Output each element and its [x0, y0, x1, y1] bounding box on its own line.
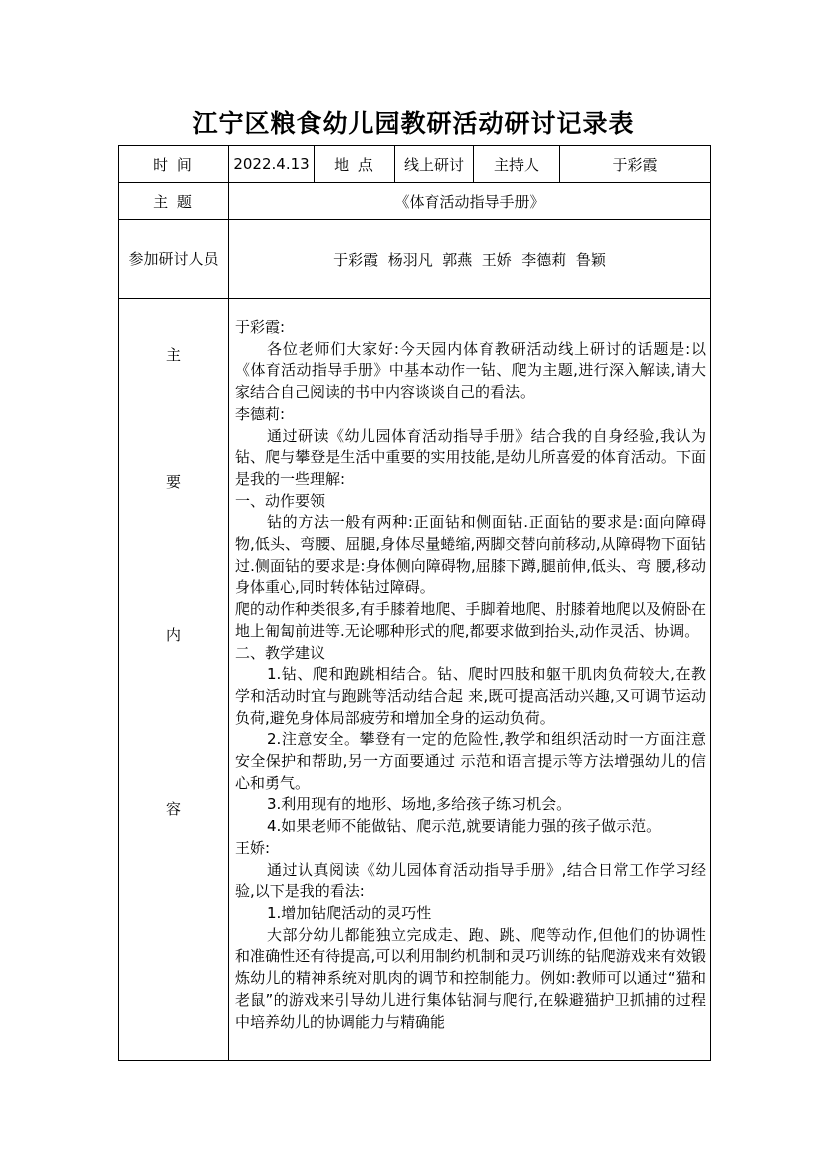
participants-row: [119, 220, 711, 299]
content-row: [119, 299, 711, 1061]
time-value: 2022.4.13: [229, 146, 315, 183]
content-paragraph: 爬的动作种类很多,有手膝着地爬、手脚着地爬、肘膝着地爬以及俯卧在地上匍匐前进等.无论哪种形式的爬,都要求做到抬头,动作灵活、协调。: [235, 600, 706, 640]
content-paragraph: 3.利用现有的地形、场地,多给孩子练习机会。: [267, 795, 572, 814]
content-paragraph: 于彩霞:: [235, 318, 286, 336]
place-value: 线上研讨: [395, 146, 474, 183]
content-paragraph: 1.增加钻爬活动的灵巧性: [267, 903, 432, 922]
time-label: 时 间: [119, 146, 229, 183]
content-paragraph: 二、教学建议: [235, 643, 326, 662]
host-value: 于彩霞: [560, 146, 711, 183]
content-paragraph: 通过认真阅读《幼儿园体育活动指导手册》,结合日常工作学习经验,以下是我的看法:: [235, 860, 706, 901]
content-paragraph: 1.钻、爬和跑跳相结合。钻、爬时四肢和躯干肌肉负荷较大,在教学和活动时宜与跑跳等活动结合起 来,既可提高活动兴趣,又可调节运动负荷,避免身体局部疲劳和增加全身的运动负荷。: [235, 665, 706, 727]
content-paragraph: 钻的方法一般有两种:正面钻和侧面钻.正面钻的要求是:面向障碍物,低头、弯腰、屈腿,身体尽量蜷缩,两脚交替向前移动,从障碍物下面钻过.侧面钻的要求是:身体侧向障碍物,屈膝下蹲,腿前伸,低头、弯 腰,移动身体重心,同时转体钻过障碍。: [235, 513, 706, 597]
content-paragraph: 李德莉:: [235, 404, 286, 423]
content-label-char: 内: [165, 626, 181, 644]
place-label: 地 点: [315, 146, 395, 183]
content-label-char: 容: [165, 800, 181, 818]
content-label-char: 要: [165, 473, 181, 491]
participants-label: 参加研讨人员: [119, 220, 229, 299]
participants-value: 于彩霞 杨羽凡 郭燕 王娇 李德莉 鲁颖: [229, 220, 711, 299]
content-label-char: 主: [165, 346, 181, 364]
info-row: [119, 146, 711, 183]
content-paragraph: 通过研读《幼儿园体育活动指导手册》结合我的自身经验,我认为钻、爬与攀登是生活中重要的实用技能,是幼儿所喜爱的体育活动。下面是我的一些理解:: [235, 426, 706, 488]
content-cell: [229, 299, 711, 1061]
host-label: 主持人: [474, 146, 560, 183]
topic-label: 主 题: [119, 183, 229, 220]
content-body: [229, 299, 710, 1060]
content-paragraph: 4.如果老师不能做钻、爬示范,就要请能力强的孩子做示范。: [267, 817, 662, 836]
content-paragraph: 王娇:: [235, 838, 271, 857]
topic-row: [119, 183, 711, 220]
record-table: [118, 145, 711, 1061]
topic-value: 《体育活动指导手册》: [229, 183, 711, 220]
content-label-cell: [119, 299, 229, 1061]
content-paragraph: 大部分幼儿都能独立完成走、跑、跳、爬等动作,但他们的协调性和准确性还有待提高,可以利用制约机制和灵巧训练的钻爬游戏来有效锻炼幼儿的精神系统对肌肉的调节和控制能力。例如:教师可以通过“猫和老鼠”的游戏来引导幼儿进行集体钻洞与爬行,在躲避猫护卫抓捕的过程中培养幼儿的协调能力与精确能: [235, 925, 706, 1031]
content-paragraph: 2.注意安全。攀登有一定的危险性,教学和组织活动时一方面注意安全保护和帮助,另一方面要通过 示范和语言提示等方法增强幼儿的信心和勇气。: [235, 730, 706, 792]
content-paragraph: 各位老师们大家好:今天园内体育教研活动线上研讨的话题是:以《体育活动指导手册》中基本动作一钻、爬为主题,进行深入解读,请大家结合自己阅读的书中内容谈谈自己的看法。: [235, 339, 706, 402]
page-title: 江宁区粮食幼儿园教研活动研讨记录表: [192, 109, 635, 138]
content-paragraph: 一、动作要领: [235, 491, 326, 510]
